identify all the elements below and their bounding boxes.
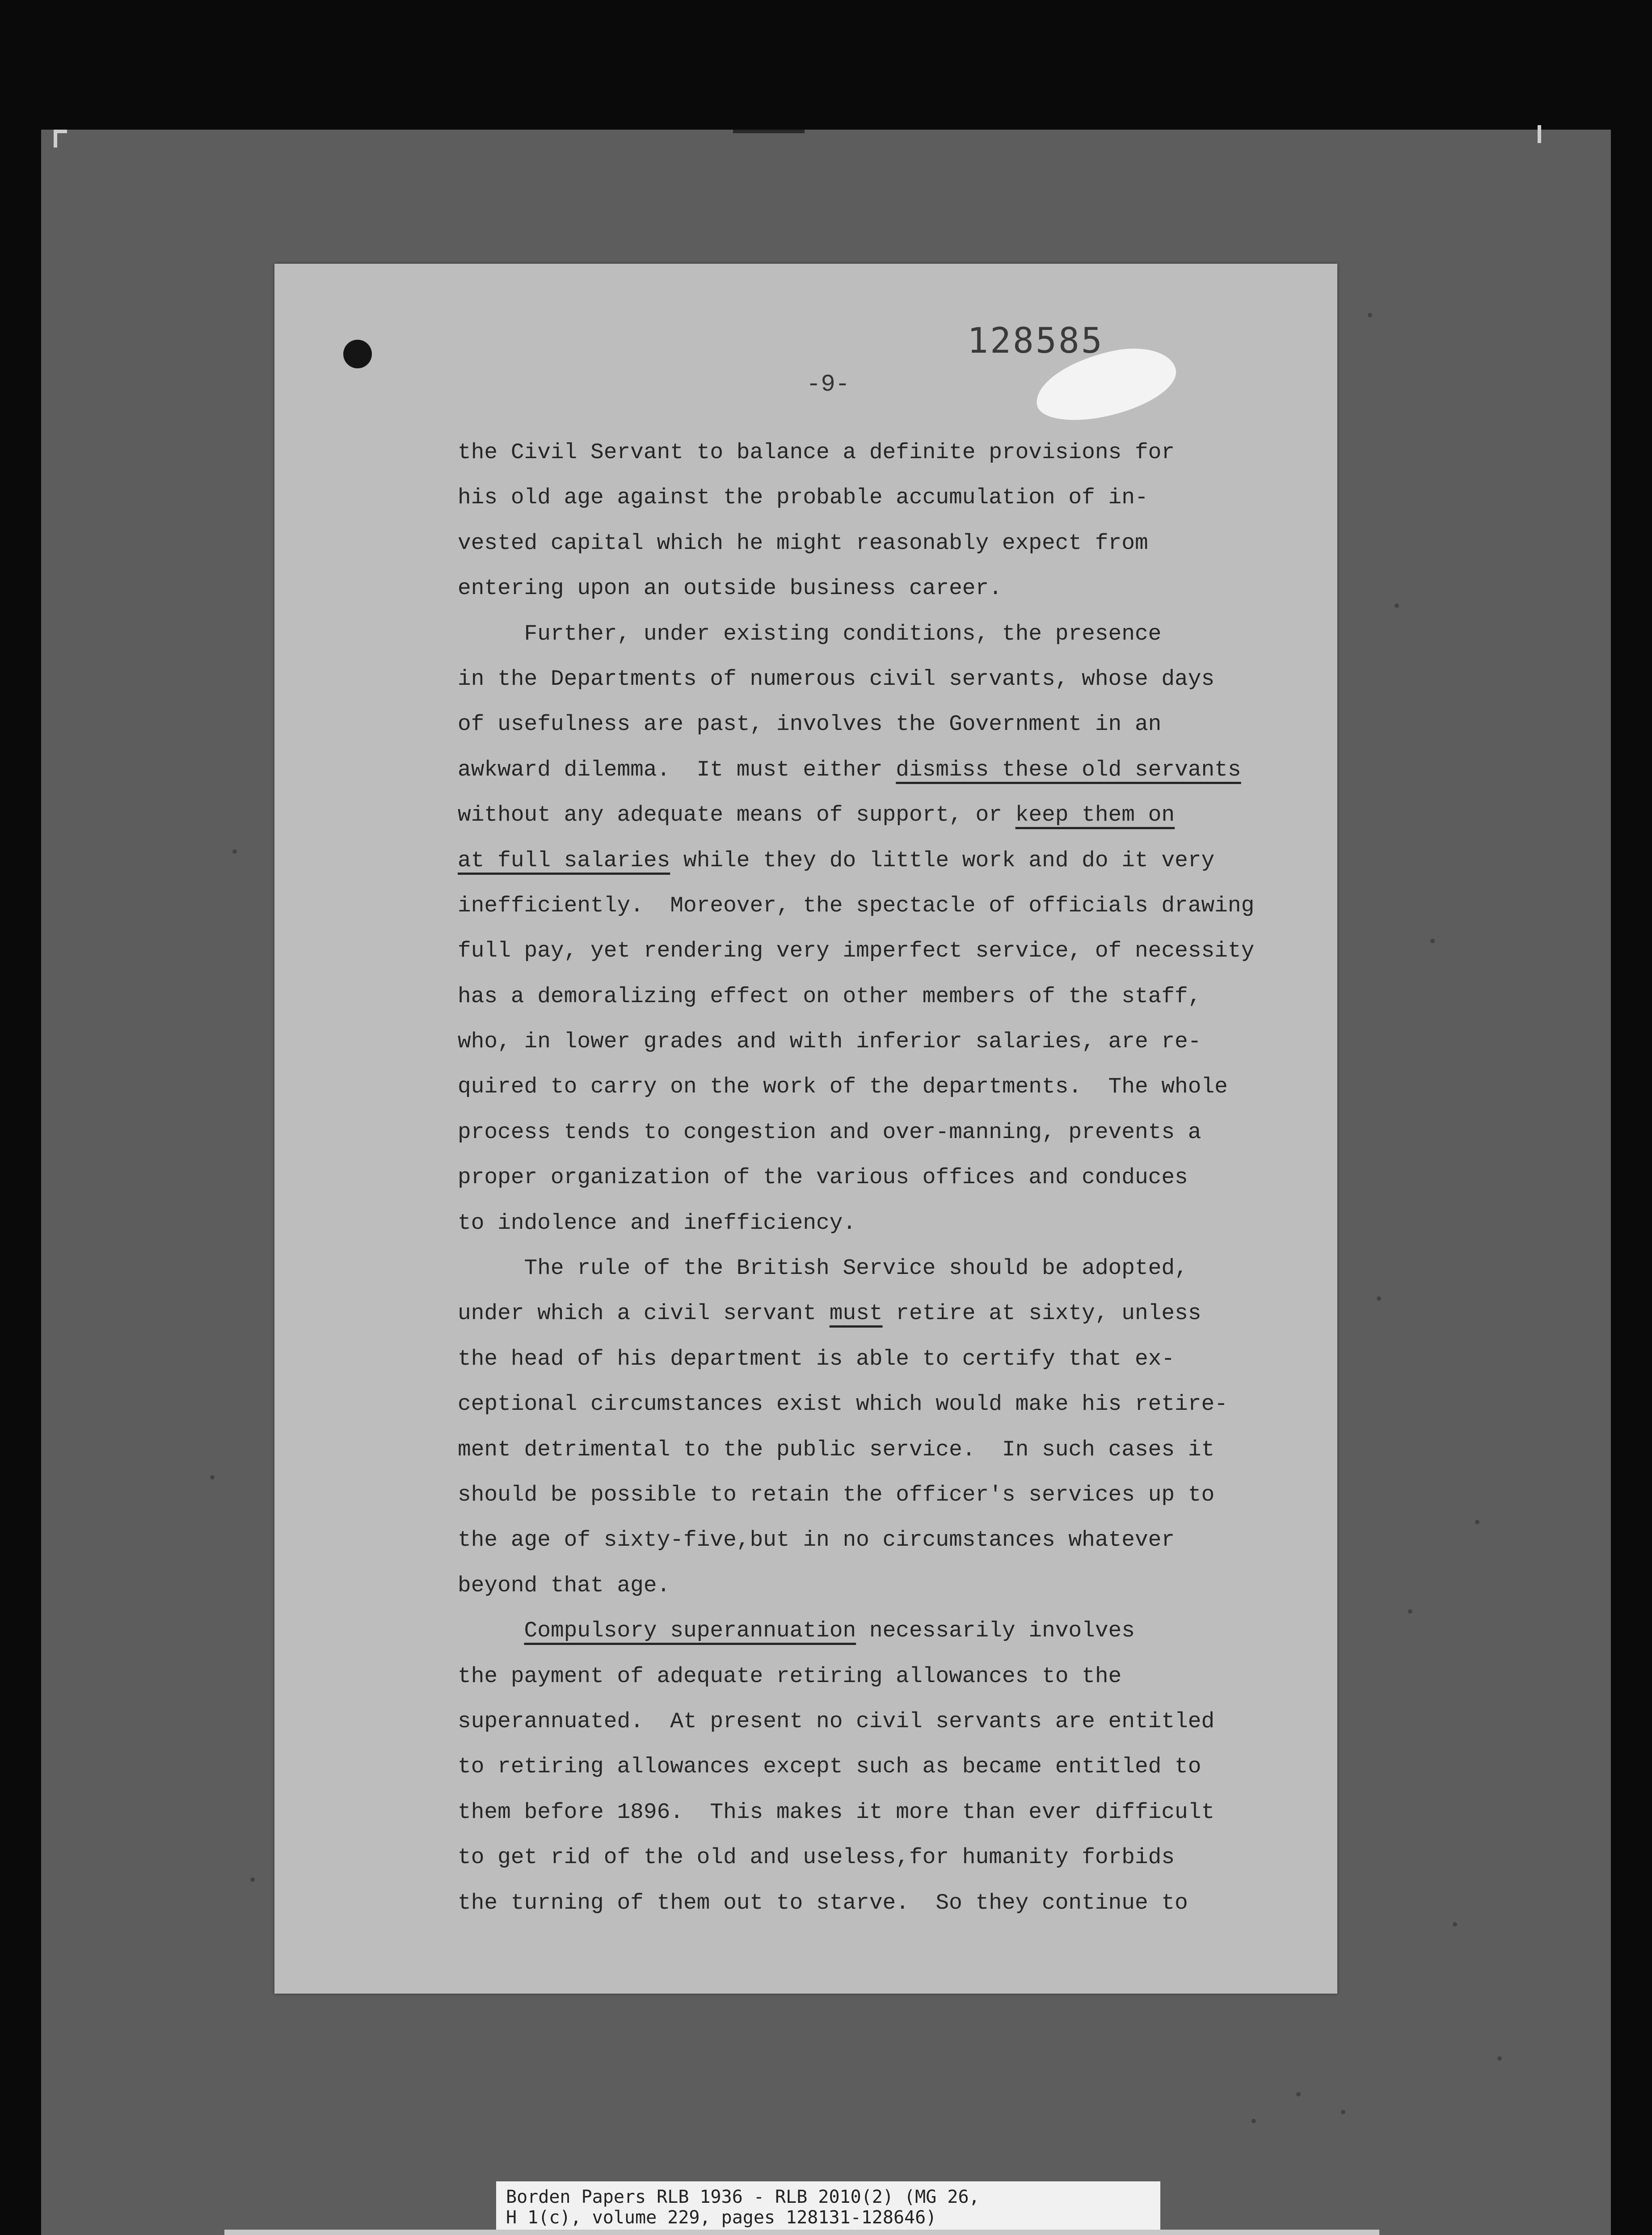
line-text: full pay, yet rendering very imperfect service, of necessity [458, 938, 1255, 964]
reference-caption [496, 2181, 1160, 2231]
text-line [458, 1427, 1307, 1472]
punch-hole [343, 340, 372, 368]
text-line [458, 1155, 1307, 1200]
underlined-phrase: at full salaries [458, 848, 670, 873]
film-speck [1341, 2110, 1345, 2114]
line-text: should be possible to retain the officer's services up to [458, 1482, 1215, 1507]
text-line [458, 1835, 1307, 1880]
line-text: quired to carry on the work of the departments. The whole [458, 1074, 1228, 1100]
text-line [458, 1064, 1307, 1109]
line-text: the head of his department is able to certify that ex- [458, 1346, 1175, 1371]
text-line [458, 657, 1307, 702]
text-line [458, 521, 1307, 566]
line-text: Further, under existing conditions, the presence [458, 621, 1162, 646]
line-text: who, in lower grades and with inferior salaries, are re- [458, 1029, 1201, 1054]
text-line [458, 1608, 1307, 1653]
film-speck [1377, 1296, 1381, 1301]
right-tick-mark [1538, 125, 1541, 143]
line-text: necessarily involves [856, 1618, 1135, 1644]
film-speck [1368, 313, 1372, 317]
text-line [458, 1019, 1307, 1064]
text-line [458, 974, 1307, 1019]
line-text [458, 1618, 524, 1643]
text-line [458, 475, 1307, 520]
text-line [458, 702, 1307, 747]
line-text: the payment of adequate retiring allowances to the [458, 1663, 1122, 1689]
text-line [458, 1201, 1307, 1246]
underlined-phrase: keep them on [1015, 802, 1175, 828]
line-text: beyond that age. [458, 1573, 670, 1598]
text-line [458, 611, 1307, 657]
page-number: -9- [806, 371, 850, 398]
underlined-phrase: Compulsory superannuation [524, 1618, 856, 1644]
line-text: to indolence and inefficiency. [458, 1210, 856, 1236]
film-speck [1453, 1922, 1457, 1927]
line-text: awkward dilemma. It must either [458, 757, 896, 782]
line-text: ment detrimental to the public service. In such cases it [458, 1437, 1215, 1462]
line-text: to retiring allowances except such as became entitled to [458, 1754, 1201, 1780]
caption-line-1: Borden Papers RLB 1936 - RLB 2010(2) (MG 26, [506, 2187, 980, 2207]
line-text: has a demoralizing effect on other members of the staff, [458, 983, 1201, 1009]
film-speck [1252, 2119, 1256, 2123]
line-text: the Civil Servant to balance a definite provisions for [458, 440, 1175, 465]
line-text: while they do little work and do it very [670, 848, 1215, 873]
corner-mark-top [54, 130, 67, 133]
text-line [458, 793, 1307, 838]
text-line [458, 1472, 1307, 1518]
text-line [458, 430, 1307, 475]
text-line [458, 1382, 1307, 1427]
text-line [458, 747, 1307, 793]
text-line [458, 928, 1307, 974]
text-line [458, 838, 1307, 883]
line-text: retire at sixty, unless [882, 1301, 1201, 1326]
document-page [274, 264, 1337, 1994]
line-text: under which a civil servant [458, 1301, 830, 1326]
line-text: them before 1896. This makes it more than ever difficult [458, 1799, 1215, 1825]
underlined-phrase: must [829, 1301, 883, 1326]
film-speck [1296, 2092, 1301, 2096]
page-stamp: 128585 [967, 321, 1104, 361]
text-line [458, 1790, 1307, 1835]
top-dash-mark [733, 130, 805, 133]
line-text: his old age against the probable accumulation of in- [458, 485, 1148, 510]
text-line [458, 566, 1307, 611]
text-line [458, 1246, 1307, 1291]
line-text: in the Departments of numerous civil servants, whose days [458, 666, 1215, 692]
line-text: vested capital which he might reasonably expect from [458, 530, 1148, 556]
text-line [458, 1337, 1307, 1382]
film-speck [1430, 939, 1435, 943]
line-text: process tends to congestion and over-manning, prevents a [458, 1119, 1201, 1145]
text-line [458, 1563, 1307, 1608]
line-text: ceptional circumstances exist which would make his retire- [458, 1392, 1228, 1417]
line-text: to get rid of the old and useless,for humanity forbids [458, 1845, 1175, 1870]
film-speck [250, 1877, 255, 1882]
text-line [458, 1654, 1307, 1699]
text-line [458, 883, 1307, 928]
film-speck [1408, 1609, 1412, 1614]
archive-plate [224, 2230, 1379, 2235]
text-line [458, 1881, 1307, 1926]
line-text: the turning of them out to starve. So they continue to [458, 1890, 1188, 1915]
text-line [458, 1699, 1307, 1744]
film-speck [210, 1475, 215, 1480]
body-text [458, 430, 1307, 1926]
underlined-phrase: dismiss these old servants [896, 757, 1241, 782]
line-text: the age of sixty-five,but in no circumstances whatever [458, 1527, 1175, 1553]
text-line [458, 1291, 1307, 1336]
film-speck [1497, 2056, 1502, 2061]
text-line [458, 1744, 1307, 1789]
line-text: entering upon an outside business career. [458, 576, 1002, 601]
line-text: without any adequate means of support, or [458, 802, 1016, 828]
film-speck [232, 849, 237, 854]
line-text: proper organization of the various offices and conduces [458, 1165, 1188, 1190]
line-text: The rule of the British Service should be adopted, [458, 1256, 1188, 1281]
text-line [458, 1110, 1307, 1155]
film-speck [1475, 1520, 1479, 1524]
caption-line-2: H 1(c), volume 229, pages 128131-128646) [506, 2207, 937, 2228]
line-text: inefficiently. Moreover, the spectacle of officials drawing [458, 893, 1255, 918]
line-text: superannuated. At present no civil servants are entitled [458, 1708, 1215, 1734]
text-line [458, 1518, 1307, 1563]
film-speck [1395, 603, 1399, 608]
line-text: of usefulness are past, involves the Government in an [458, 712, 1162, 737]
